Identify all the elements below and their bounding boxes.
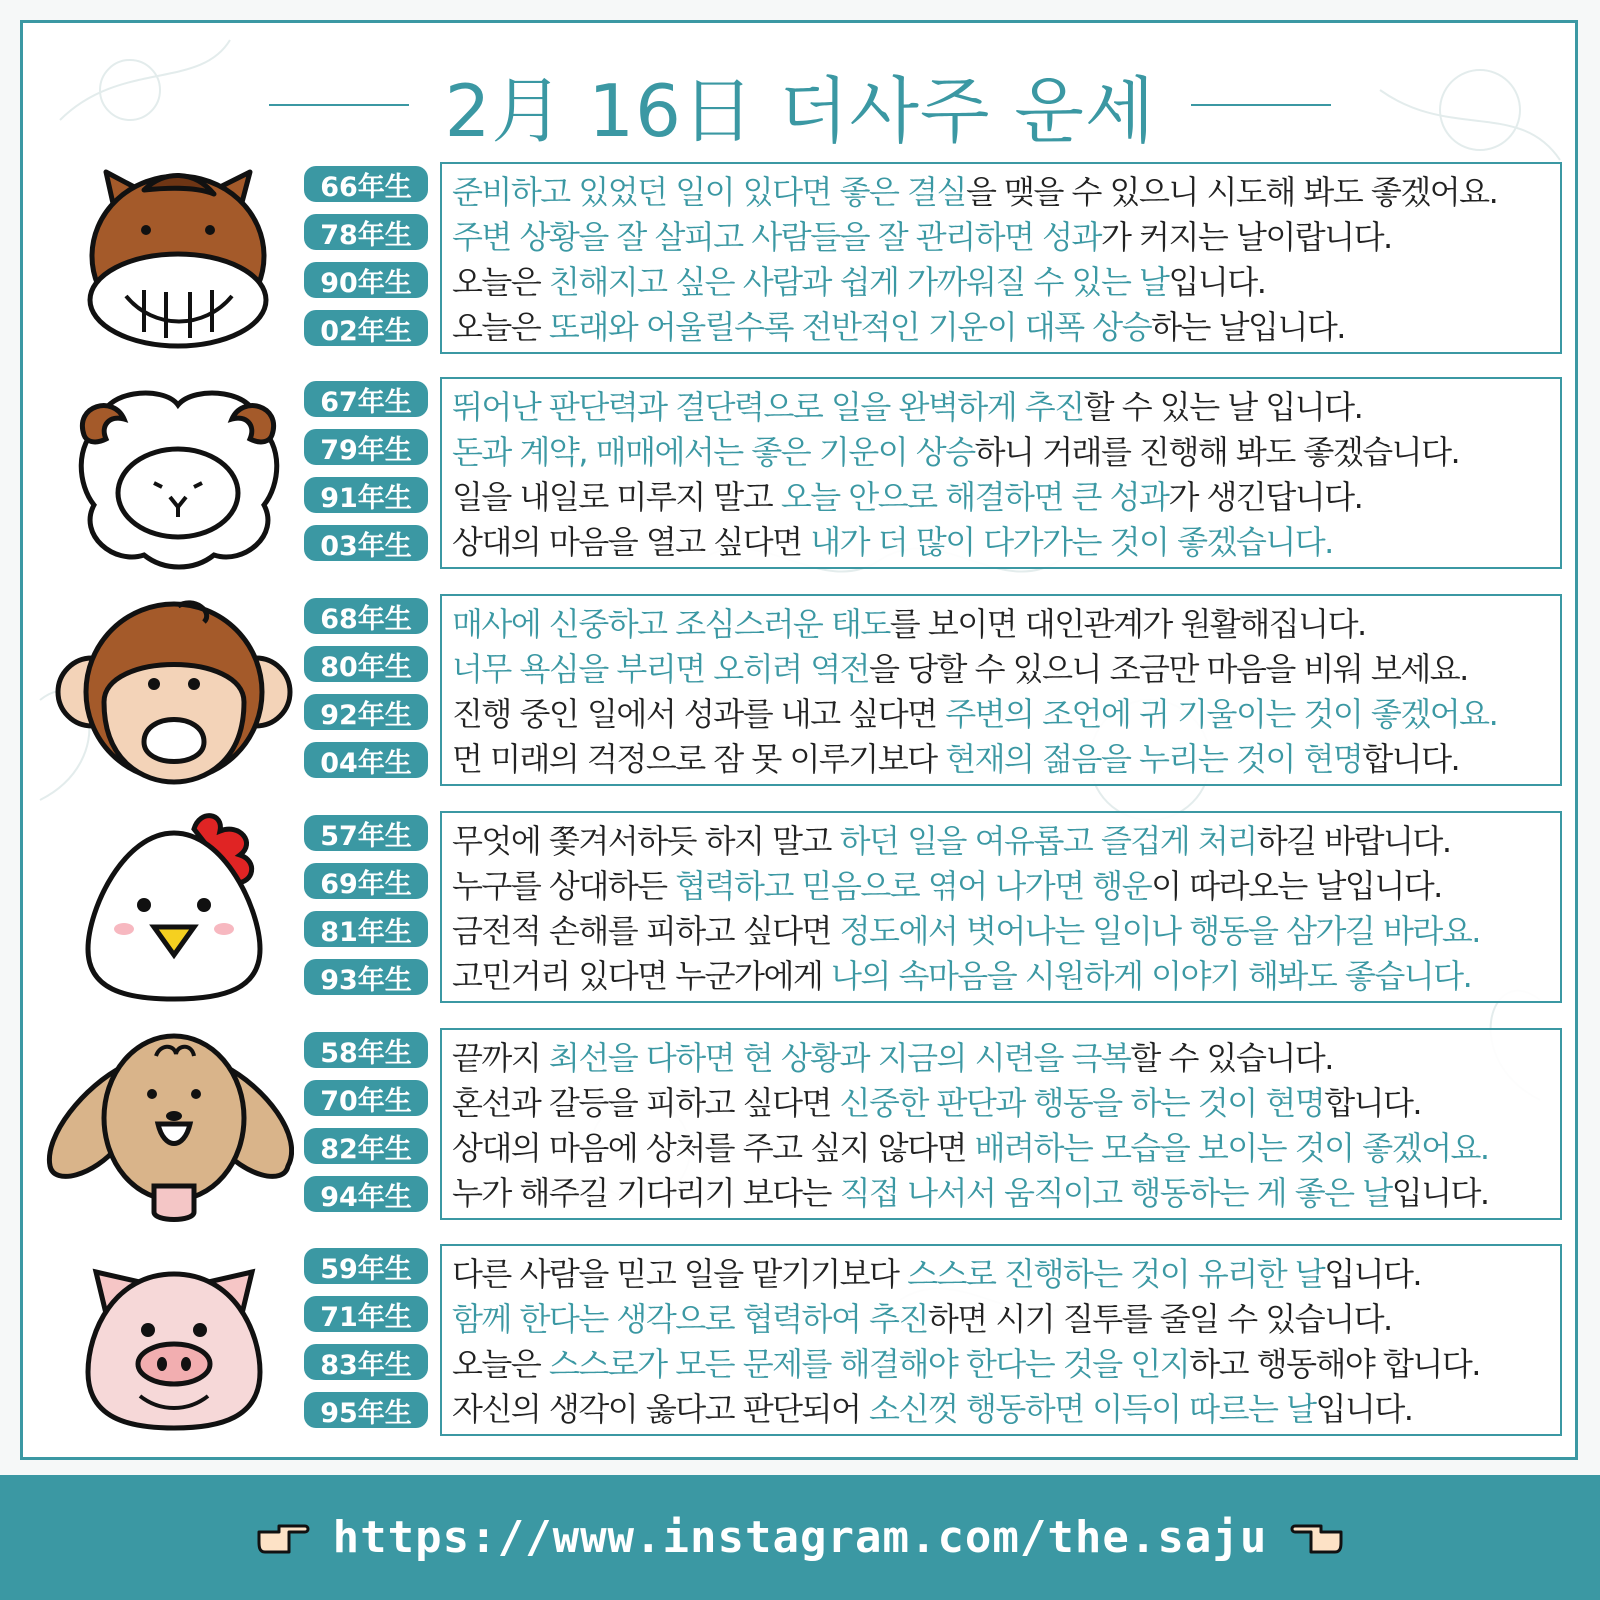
fortune-text-box: [440, 811, 1562, 1003]
text-highlight: 소신껏 행동하면 이득이 따르는 날: [869, 1390, 1316, 1428]
text-pre: 상대의 마음을 열고 싶다면: [452, 523, 811, 561]
fortune-line: [452, 1387, 1560, 1432]
title-divider-left: [269, 104, 409, 106]
year-badge: 66年生: [304, 166, 428, 202]
fortune-line: [452, 475, 1560, 520]
text-highlight: 또래와 어울릴수록 전반적인 기운이 대폭 상승: [548, 308, 1152, 346]
pointing-right-hand-icon: [255, 1518, 311, 1558]
year-badge: 04年生: [304, 742, 428, 778]
fortune-line: [452, 1171, 1560, 1216]
year-badge: 80年生: [304, 646, 428, 682]
text-highlight: 하던 일을 여유롭고 즐겁게 처리: [839, 822, 1257, 860]
fortune-line: [452, 170, 1560, 215]
title-divider-right: [1191, 104, 1331, 106]
fortune-line: [452, 692, 1560, 737]
text-post: 을 맺을 수 있으니 시도해 봐도 좋겠어요.: [965, 173, 1498, 211]
year-badge: 95年生: [304, 1392, 428, 1428]
year-badge: 71年生: [304, 1296, 428, 1332]
year-badge: 79年生: [304, 429, 428, 465]
year-badge: 83年生: [304, 1344, 428, 1380]
text-pre: 오늘은: [452, 308, 549, 346]
birth-year-badges: [304, 1248, 428, 1440]
year-badge: 82年生: [304, 1128, 428, 1164]
text-post: 하면 시기 질투를 줄일 수 있습니다.: [927, 1300, 1392, 1338]
fortune-line: [452, 954, 1560, 999]
text-highlight: 신중한 판단과 행동을 하는 것이 현명: [839, 1084, 1325, 1122]
text-pre: 금전적 손해를 피하고 싶다면: [452, 912, 840, 950]
fortune-group-horse: [0, 160, 1600, 356]
text-highlight: 함께 한다는 생각으로 협력하여 추진: [452, 1300, 928, 1338]
year-badge: 92年生: [304, 694, 428, 730]
dog-icon: [44, 1026, 294, 1222]
text-highlight: 스스로가 모든 문제를 해결해야 한다는 것을 인지: [548, 1345, 1190, 1383]
birth-year-badges: [304, 598, 428, 790]
text-highlight: 돈과 계약, 매매에서는 좋은 기운이 상승: [452, 433, 975, 471]
fortune-text-box: [440, 377, 1562, 569]
fortune-line: [452, 1297, 1560, 1342]
pointing-left-hand-icon: [1289, 1518, 1345, 1558]
text-post: 가 생긴답니다.: [1168, 478, 1363, 516]
year-badge: 81年生: [304, 911, 428, 947]
pig-icon: [44, 1242, 294, 1438]
text-post: 를 보이면 대인관계가 원활해집니다.: [889, 605, 1366, 643]
fortune-text-box: [440, 162, 1562, 354]
fortune-line: [452, 430, 1560, 475]
birth-year-badges: [304, 815, 428, 1007]
fortune-group-pig: [0, 1242, 1600, 1438]
fortune-line: [452, 602, 1560, 647]
text-highlight: 정도에서 벗어나는 일이나 행동을 삼가길 바라요.: [839, 912, 1480, 950]
year-badge: 93年生: [304, 959, 428, 995]
text-post: 입니다.: [1315, 1390, 1413, 1428]
fortune-text-box: [440, 1028, 1562, 1220]
text-highlight: 스스로 진행하는 것이 유리한 날: [907, 1255, 1325, 1293]
fortune-line: [452, 215, 1560, 260]
text-post: 합니다.: [1324, 1084, 1422, 1122]
fortune-group-dog: [0, 1026, 1600, 1222]
fortune-line: [452, 1252, 1560, 1297]
year-badge: 78年生: [304, 214, 428, 250]
year-badge: 59年生: [304, 1248, 428, 1284]
text-post: 을 당할 수 있으니 조금만 마음을 비워 보세요.: [869, 650, 1468, 688]
text-highlight: 매사에 신중하고 조심스러운 태도: [452, 605, 890, 643]
text-post: 가 커지는 날이랍니다.: [1100, 218, 1392, 256]
text-highlight: 준비하고 있었던 일이 있다면 좋은 결실: [452, 173, 966, 211]
year-badge: 03年生: [304, 525, 428, 561]
text-post: 입니다.: [1168, 263, 1266, 301]
fortune-line: [452, 1036, 1560, 1081]
text-pre: 진행 중인 일에서 성과를 내고 싶다면: [452, 695, 946, 733]
fortune-line: [452, 647, 1560, 692]
birth-year-badges: [304, 166, 428, 358]
fortune-group-chicken: [0, 809, 1600, 1005]
text-post: 하니 거래를 진행해 봐도 좋겠습니다.: [974, 433, 1460, 471]
text-post: 하는 날입니다.: [1151, 308, 1345, 346]
year-badge: 58年生: [304, 1032, 428, 1068]
fortune-line: [452, 1342, 1560, 1387]
fortune-line: [452, 819, 1560, 864]
instagram-link[interactable]: https://www.instagram.com/the.saju: [332, 1512, 1268, 1563]
fortune-line: [452, 1126, 1560, 1171]
text-post: 입니다.: [1391, 1174, 1489, 1212]
text-highlight: 오늘 안으로 해결하면 큰 성과: [780, 478, 1169, 516]
title-row: [0, 50, 1600, 160]
fortune-line: [452, 909, 1560, 954]
text-highlight: 너무 욕심을 부리면 오히려 역전: [452, 650, 870, 688]
text-highlight: 내가 더 많이 다가가는 것이 좋겠습니다.: [810, 523, 1333, 561]
text-post: 이 따라오는 날입니다.: [1151, 867, 1442, 905]
text-pre: 일을 내일로 미루지 말고: [452, 478, 781, 516]
page-title: 2月 16日 더사주 운세: [444, 69, 1156, 153]
fortune-line: [452, 1081, 1560, 1126]
text-pre: 다른 사람을 믿고 일을 맡기기보다: [452, 1255, 908, 1293]
text-pre: 누구를 상대하든: [452, 867, 676, 905]
chicken-icon: [44, 809, 294, 1005]
text-pre: 자신의 생각이 옳다고 판단되어: [452, 1390, 870, 1428]
text-highlight: 배려하는 모습을 보이는 것이 좋겠어요.: [974, 1129, 1489, 1167]
birth-year-badges: [304, 381, 428, 573]
text-highlight: 협력하고 믿음으로 엮어 나가면 행운: [675, 867, 1152, 905]
text-highlight: 직접 나서서 움직이고 행동하는 게 좋은 날: [839, 1174, 1392, 1212]
fortune-line: [452, 864, 1560, 909]
sheep-icon: [44, 375, 294, 571]
year-badge: 02年生: [304, 310, 428, 346]
text-pre: 혼선과 갈등을 피하고 싶다면: [452, 1084, 840, 1122]
text-highlight: 주변 상황을 잘 살피고 사람들을 잘 관리하면 성과: [452, 218, 1101, 256]
fortune-group-sheep: [0, 375, 1600, 571]
text-highlight: 친해지고 싶은 사람과 쉽게 가까워질 수 있는 날: [548, 263, 1169, 301]
footer-bar: [0, 1475, 1600, 1600]
year-badge: 68年生: [304, 598, 428, 634]
text-pre: 오늘은: [452, 263, 549, 301]
year-badge: 57年生: [304, 815, 428, 851]
text-pre: 고민거리 있다면 누군가에게: [452, 957, 831, 995]
text-highlight: 뛰어난 판단력과 결단력으로 일을 완벽하게 추진: [452, 388, 1084, 426]
text-pre: 먼 미래의 걱정으로 잠 못 이루기보다: [452, 740, 946, 778]
text-post: 할 수 있습니다.: [1130, 1039, 1333, 1077]
fortune-line: [452, 260, 1560, 305]
text-post: 하길 바랍니다.: [1256, 822, 1451, 860]
fortune-text-box: [440, 1244, 1562, 1436]
year-badge: 91年生: [304, 477, 428, 513]
text-highlight: 나의 속마음을 시원하게 이야기 해봐도 좋습니다.: [830, 957, 1472, 995]
fortune-line: [452, 305, 1560, 350]
year-badge: 69年生: [304, 863, 428, 899]
year-badge: 90年生: [304, 262, 428, 298]
text-post: 할 수 있는 날 입니다.: [1083, 388, 1363, 426]
text-post: 입니다.: [1324, 1255, 1422, 1293]
text-highlight: 현재의 젊음을 누리는 것이 현명: [945, 740, 1363, 778]
text-highlight: 주변의 조언에 귀 기울이는 것이 좋겠어요.: [945, 695, 1498, 733]
fortune-text-box: [440, 594, 1562, 786]
year-badge: 70年生: [304, 1080, 428, 1116]
text-pre: 상대의 마음에 상처를 주고 싶지 않다면: [452, 1129, 975, 1167]
birth-year-badges: [304, 1032, 428, 1224]
text-pre: 누가 해주길 기다리기 보다는: [452, 1174, 840, 1212]
fortune-group-monkey: [0, 592, 1600, 788]
fortune-line: [452, 385, 1560, 430]
text-post: 하고 행동해야 합니다.: [1189, 1345, 1480, 1383]
year-badge: 67年生: [304, 381, 428, 417]
text-pre: 무엇에 쫓겨서하듯 하지 말고: [452, 822, 840, 860]
horse-icon: [44, 160, 294, 356]
fortune-line: [452, 520, 1560, 565]
year-badge: 94年生: [304, 1176, 428, 1212]
text-pre: 오늘은: [452, 1345, 549, 1383]
monkey-icon: [44, 592, 294, 788]
text-post: 합니다.: [1362, 740, 1460, 778]
text-pre: 끝까지: [452, 1039, 549, 1077]
text-highlight: 최선을 다하면 현 상황과 지금의 시련을 극복: [548, 1039, 1131, 1077]
fortune-line: [452, 737, 1560, 782]
